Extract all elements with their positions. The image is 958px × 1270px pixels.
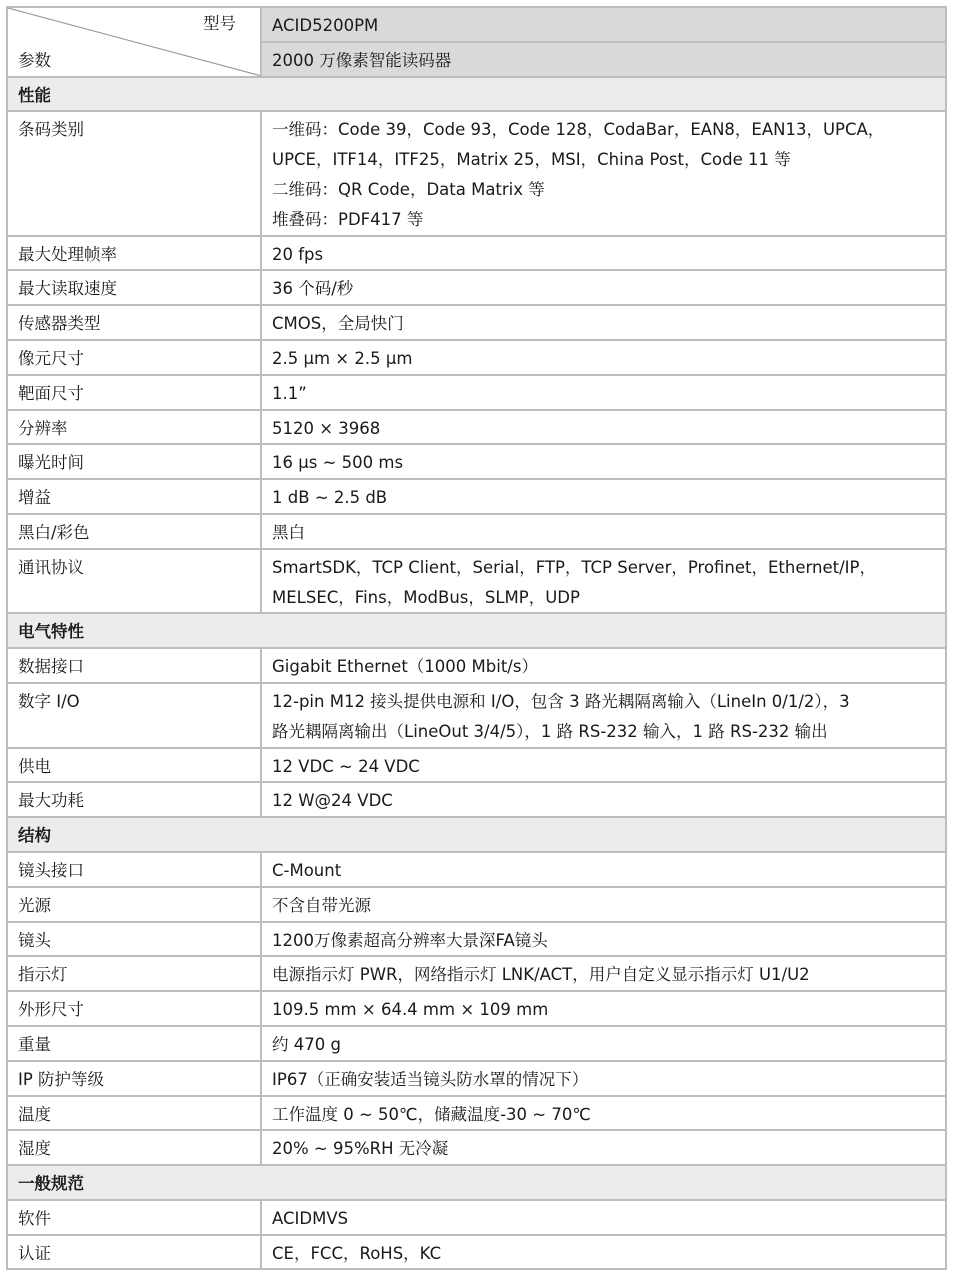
- spec-value-line: 16 μs ~ 500 ms: [272, 453, 404, 473]
- spec-value-line: 不含自带光源: [272, 895, 371, 915]
- model-label: 型号: [203, 14, 236, 33]
- spec-value: [261, 549, 946, 614]
- section-row: [7, 1165, 946, 1200]
- spec-row: [7, 479, 946, 514]
- spec-value: [261, 514, 946, 549]
- spec-label: 曝光时间: [7, 444, 261, 479]
- spec-label: 光源: [7, 887, 261, 922]
- spec-value-line: 1 dB ~ 2.5 dB: [272, 488, 388, 508]
- spec-value: [261, 1061, 946, 1096]
- spec-row: [7, 305, 946, 340]
- spec-row: [7, 375, 946, 410]
- spec-label: 供电: [7, 748, 261, 783]
- spec-label: 像元尺寸: [7, 340, 261, 375]
- spec-value-line: SmartSDK，TCP Client，Serial，FTP，TCP Server，Profinet，Ethernet/IP，: [272, 557, 876, 577]
- spec-value: [261, 1200, 946, 1235]
- spec-label: 温度: [7, 1096, 261, 1131]
- spec-value: [261, 683, 946, 748]
- spec-row: [7, 1026, 946, 1061]
- spec-row: [7, 549, 946, 614]
- section-title: 性能: [7, 77, 946, 112]
- spec-label: 软件: [7, 1200, 261, 1235]
- spec-value: [261, 236, 946, 271]
- spec-value-line: 黑白: [272, 522, 305, 542]
- spec-value: [261, 305, 946, 340]
- spec-label: 传感器类型: [7, 305, 261, 340]
- spec-value-line: 12-pin M12 接头提供电源和 I/O，包含 3 路光耦隔离输入（LineIn 0/1/2），3: [272, 691, 850, 711]
- spec-value: [261, 340, 946, 375]
- spec-label: 重量: [7, 1026, 261, 1061]
- spec-value-line: 2.5 μm × 2.5 μm: [272, 348, 413, 368]
- spec-row: [7, 270, 946, 305]
- spec-value-line: ACIDMVS: [272, 1208, 349, 1228]
- spec-label: 最大功耗: [7, 782, 261, 817]
- spec-value-line: UPCE，ITF14，ITF25，Matrix 25，MSI，China Post，Code 11 等: [272, 150, 791, 170]
- spec-label: 最大处理帧率: [7, 236, 261, 271]
- spec-value: [261, 956, 946, 991]
- spec-value-line: Gigabit Ethernet（1000 Mbit/s）: [272, 657, 538, 677]
- spec-value-line: IP67（正确安装适当镜头防水罩的情况下）: [272, 1069, 589, 1089]
- spec-table: [6, 6, 947, 1270]
- section-title: 一般规范: [7, 1165, 946, 1200]
- spec-label: 通讯协议: [7, 549, 261, 614]
- header-diagonal-cell: [7, 7, 261, 77]
- spec-value: [261, 270, 946, 305]
- spec-label: 指示灯: [7, 956, 261, 991]
- spec-value: [261, 1235, 946, 1270]
- spec-value-line: 12 W@24 VDC: [272, 791, 393, 811]
- spec-value: [261, 922, 946, 957]
- spec-row: [7, 1200, 946, 1235]
- spec-row: [7, 748, 946, 783]
- spec-row: [7, 852, 946, 887]
- model-description: 2000 万像素智能读码器: [261, 42, 946, 77]
- param-label: 参数: [18, 50, 51, 70]
- spec-value-line: 堆叠码：PDF417 等: [272, 209, 424, 229]
- spec-row: [7, 683, 946, 748]
- spec-value-line: 20% ~ 95%RH 无冷凝: [272, 1139, 449, 1159]
- spec-value-line: 1200万像素超高分辨率大景深FA镜头: [272, 930, 548, 950]
- spec-label: 条码类别: [7, 111, 261, 235]
- spec-value: [261, 648, 946, 683]
- spec-value-line: CE，FCC，RoHS，KC: [272, 1243, 442, 1263]
- spec-row: [7, 922, 946, 957]
- section-title: 结构: [7, 817, 946, 852]
- spec-value-line: CMOS，全局快门: [272, 314, 404, 334]
- spec-value-line: 二维码：QR Code，Data Matrix 等: [272, 179, 545, 199]
- spec-value-line: 电源指示灯 PWR，网络指示灯 LNK/ACT，用户自定义显示指示灯 U1/U2: [272, 965, 810, 985]
- spec-value-line: 109.5 mm × 64.4 mm × 109 mm: [272, 1000, 549, 1020]
- spec-value-line: 5120 × 3968: [272, 418, 381, 438]
- section-row: [7, 817, 946, 852]
- spec-label: IP 防护等级: [7, 1061, 261, 1096]
- spec-value: [261, 748, 946, 783]
- spec-value: [261, 887, 946, 922]
- spec-row: [7, 648, 946, 683]
- spec-row: [7, 340, 946, 375]
- spec-label: 靶面尺寸: [7, 375, 261, 410]
- spec-row: [7, 444, 946, 479]
- header-row-model: [7, 7, 946, 42]
- spec-value: [261, 1096, 946, 1131]
- spec-row: [7, 236, 946, 271]
- spec-value-line: 一维码：Code 39，Code 93，Code 128，CodaBar，EAN8，EAN13，UPCA，: [272, 120, 885, 140]
- spec-row: [7, 1096, 946, 1131]
- spec-value: [261, 479, 946, 514]
- spec-label: 最大读取速度: [7, 270, 261, 305]
- spec-label: 增益: [7, 479, 261, 514]
- spec-value-line: 工作温度 0 ~ 50℃，储藏温度-30 ~ 70℃: [272, 1104, 591, 1124]
- spec-label: 黑白/彩色: [7, 514, 261, 549]
- section-row: [7, 77, 946, 112]
- spec-row: [7, 1130, 946, 1165]
- spec-label: 数字 I/O: [7, 683, 261, 748]
- spec-value: [261, 852, 946, 887]
- spec-value: [261, 375, 946, 410]
- spec-value: [261, 1130, 946, 1165]
- spec-value: [261, 782, 946, 817]
- spec-row: [7, 1235, 946, 1270]
- spec-value-line: 12 VDC ~ 24 VDC: [272, 756, 420, 776]
- spec-label: 湿度: [7, 1130, 261, 1165]
- spec-value: [261, 410, 946, 445]
- spec-value-line: 20 fps: [272, 244, 324, 264]
- spec-value: [261, 1026, 946, 1061]
- spec-row: [7, 956, 946, 991]
- spec-label: 镜头: [7, 922, 261, 957]
- spec-row: [7, 1061, 946, 1096]
- spec-row: [7, 887, 946, 922]
- model-value: ACID5200PM: [261, 7, 946, 42]
- spec-row: [7, 514, 946, 549]
- section-row: [7, 613, 946, 648]
- spec-label: 认证: [7, 1235, 261, 1270]
- spec-value-line: 约 470 g: [272, 1034, 341, 1054]
- spec-value-line: 1.1”: [272, 383, 307, 403]
- spec-value: [261, 991, 946, 1026]
- spec-label: 分辨率: [7, 410, 261, 445]
- spec-value-line: MELSEC，Fins，ModBus，SLMP，UDP: [272, 587, 580, 607]
- spec-row: [7, 782, 946, 817]
- spec-row: [7, 991, 946, 1026]
- spec-label: 外形尺寸: [7, 991, 261, 1026]
- spec-row: [7, 410, 946, 445]
- spec-value-line: 36 个码/秒: [272, 279, 354, 299]
- spec-value-line: C-Mount: [272, 860, 342, 880]
- section-title: 电气特性: [7, 613, 946, 648]
- spec-label: 镜头接口: [7, 852, 261, 887]
- spec-value-line: 路光耦隔离输出（LineOut 3/4/5），1 路 RS-232 输入，1 路 RS-232 输出: [272, 721, 828, 741]
- spec-value: [261, 444, 946, 479]
- spec-table-body: [7, 7, 946, 1269]
- spec-value: [261, 111, 946, 235]
- spec-label: 数据接口: [7, 648, 261, 683]
- spec-row: [7, 111, 946, 235]
